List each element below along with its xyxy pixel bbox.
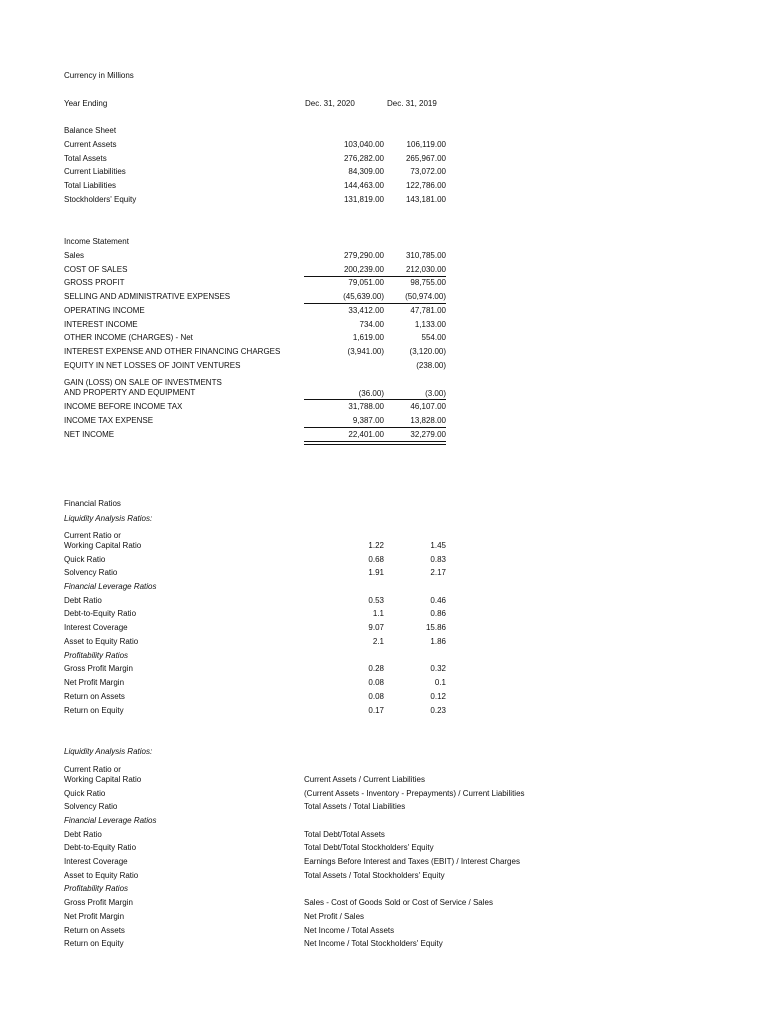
column-header-2020: Dec. 31, 2020 — [305, 99, 355, 108]
formula-text: Sales - Cost of Goods Sold or Cost of Service / Sales — [304, 898, 493, 907]
ratio-value-2019: 0.32 — [430, 664, 446, 673]
subtotal-rule — [304, 303, 446, 304]
total-double-rule — [304, 441, 446, 445]
formula-label: Net Profit Margin — [64, 912, 125, 921]
balance-sheet-value-2019: 143,181.00 — [405, 195, 446, 204]
income-row-label: SELLING AND ADMINISTRATIVE EXPENSES — [64, 292, 231, 301]
formula-text: Total Assets / Total Liabilities — [304, 802, 406, 811]
income-value-2020: 79,051.00 — [348, 278, 384, 287]
income-value-2020: (3,941.00) — [347, 347, 384, 356]
net-income-value-2019: 32,279.00 — [410, 430, 446, 439]
formula-text: Net Income / Total Assets — [304, 926, 395, 935]
ratio-value-2020: 1.22 — [368, 541, 384, 550]
income-value-2020: 33,412.00 — [348, 306, 384, 315]
income-value-2019: 98,755.00 — [410, 278, 446, 287]
balance-sheet-value-2019: 73,072.00 — [410, 167, 446, 176]
profitability-section-label: Profitability Ratios — [64, 651, 129, 660]
financial-ratios-title: Financial Ratios — [64, 499, 121, 508]
balance-sheet-value-2019: 106,119.00 — [406, 140, 446, 149]
formula-label: Asset to Equity Ratio — [64, 871, 139, 880]
balance-sheet-value-2020: 131,819.00 — [343, 195, 384, 204]
column-header-2019: Dec. 31, 2019 — [387, 99, 437, 108]
ratio-value-2020: 0.17 — [368, 706, 384, 715]
formula-text: Current Assets / Current Liabilities — [304, 775, 425, 784]
balance-sheet-row-label: Total Liabilities — [64, 181, 117, 190]
ratio-value-2020: 1.1 — [372, 609, 384, 618]
formula-label: Debt Ratio — [64, 830, 102, 839]
formula-label: Return on Assets — [64, 926, 125, 935]
ratio-value-2020: 0.53 — [368, 596, 384, 605]
subtotal-rule — [304, 427, 446, 428]
formula-text: Net Profit / Sales — [304, 912, 365, 921]
formula-label: Current Ratio or — [64, 765, 121, 774]
income-value-2019: 310,785.00 — [405, 251, 446, 260]
formula-text: Total Debt/Total Stockholders' Equity — [304, 843, 434, 852]
formula-label: Solvency Ratio — [64, 802, 118, 811]
income-value-2020: 1,619.00 — [352, 333, 384, 342]
income-value-2020: 734.00 — [359, 320, 384, 329]
liquidity-section-label: Liquidity Analysis Ratios: — [64, 514, 153, 523]
ratio-value-2019: 1.45 — [430, 541, 446, 550]
balance-sheet-value-2020: 144,463.00 — [343, 181, 384, 190]
formula-text: (Current Assets - Inventory - Prepayments) / Current Liabilities — [304, 789, 525, 798]
formula-text: Total Debt/Total Assets — [304, 830, 385, 839]
income-value-2020: (45,639.00) — [343, 292, 384, 301]
ratio-label: Debt Ratio — [64, 596, 102, 605]
income-row-label: INCOME BEFORE INCOME TAX — [64, 402, 183, 411]
net-income-value-2020: 22,401.00 — [348, 430, 384, 439]
ratio-label: Debt-to-Equity Ratio — [64, 609, 137, 618]
ratio-label: Quick Ratio — [64, 555, 106, 564]
income-value-2019: 47,781.00 — [410, 306, 446, 315]
ratio-value-2019: 0.1 — [434, 678, 446, 687]
year-ending-label: Year Ending — [64, 99, 108, 108]
income-value-2019: 212,030.00 — [405, 265, 446, 274]
ratio-label: Return on Equity — [64, 706, 124, 715]
ratio-label: Solvency Ratio — [64, 568, 118, 577]
ratio-value-2019: 0.23 — [430, 706, 446, 715]
income-value-2020: 9,387.00 — [352, 416, 384, 425]
ratio-label-continued: Working Capital Ratio — [64, 541, 142, 550]
ratio-value-2020: 0.68 — [368, 555, 384, 564]
income-value-2019: (3.00) — [425, 389, 446, 398]
income-value-2019: (238.00) — [416, 361, 446, 370]
ratio-value-2020: 2.1 — [372, 637, 384, 646]
balance-sheet-value-2019: 265,967.00 — [405, 154, 446, 163]
income-row-label-continued: AND PROPERTY AND EQUIPMENT — [64, 388, 196, 397]
balance-sheet-value-2020: 84,309.00 — [348, 167, 384, 176]
formula-liquidity-section-label: Liquidity Analysis Ratios: — [64, 747, 153, 756]
ratio-value-2019: 0.83 — [430, 555, 446, 564]
income-row-label: Sales — [64, 251, 85, 260]
formula-label: Debt-to-Equity Ratio — [64, 843, 137, 852]
balance-sheet-value-2020: 103,040.00 — [343, 140, 384, 149]
income-value-2019: 554.00 — [421, 333, 446, 342]
currency-note: Currency in Millions — [64, 71, 134, 80]
formula-profitability-section-label: Profitability Ratios — [64, 884, 129, 893]
ratio-label: Return on Assets — [64, 692, 125, 701]
balance-sheet-row-label: Current Assets — [64, 140, 117, 149]
income-value-2020: (36.00) — [358, 389, 384, 398]
ratio-label: Interest Coverage — [64, 623, 128, 632]
formula-label: Gross Profit Margin — [64, 898, 133, 907]
formula-label: Quick Ratio — [64, 789, 106, 798]
ratio-value-2019: 0.12 — [430, 692, 446, 701]
income-value-2019: (3,120.00) — [409, 347, 446, 356]
income-row-label: OTHER INCOME (CHARGES) - Net — [64, 333, 193, 342]
income-row-label: INTEREST EXPENSE AND OTHER FINANCING CHARGES — [64, 347, 281, 356]
income-row-label: EQUITY IN NET LOSSES OF JOINT VENTURES — [64, 361, 241, 370]
balance-sheet-row-label: Stockholders' Equity — [64, 195, 137, 204]
balance-sheet-row-label: Current Liabilities — [64, 167, 126, 176]
ratio-value-2019: 2.17 — [430, 568, 446, 577]
income-value-2020: 200,239.00 — [343, 265, 384, 274]
ratio-label: Gross Profit Margin — [64, 664, 133, 673]
formula-label: Interest Coverage — [64, 857, 128, 866]
ratio-value-2019: 1.86 — [430, 637, 446, 646]
income-value-2019: 46,107.00 — [410, 402, 446, 411]
subtotal-rule — [304, 399, 446, 400]
income-row-label: COST OF SALES — [64, 265, 128, 274]
formula-text: Net Income / Total Stockholders' Equity — [304, 939, 443, 948]
income-row-label: OPERATING INCOME — [64, 306, 145, 315]
formula-text: Earnings Before Interest and Taxes (EBIT) / Interest Charges — [304, 857, 520, 866]
leverage-section-label: Financial Leverage Ratios — [64, 582, 157, 591]
ratio-value-2019: 0.46 — [430, 596, 446, 605]
ratio-label: Net Profit Margin — [64, 678, 125, 687]
income-row-label: INTEREST INCOME — [64, 320, 138, 329]
formula-leverage-section-label: Financial Leverage Ratios — [64, 816, 157, 825]
income-row-label: GAIN (LOSS) ON SALE OF INVESTMENTS — [64, 378, 222, 387]
subtotal-rule — [304, 276, 446, 277]
ratio-label: Asset to Equity Ratio — [64, 637, 139, 646]
net-income-label: NET INCOME — [64, 430, 115, 439]
ratio-value-2019: 0.86 — [430, 609, 446, 618]
income-value-2019: (50,974.00) — [405, 292, 446, 301]
balance-sheet-row-label: Total Assets — [64, 154, 107, 163]
income-value-2020: 31,788.00 — [348, 402, 384, 411]
ratio-value-2020: 0.28 — [368, 664, 384, 673]
ratio-label: Current Ratio or — [64, 531, 121, 540]
ratio-value-2020: 0.08 — [368, 692, 384, 701]
formula-text: Total Assets / Total Stockholders' Equity — [304, 871, 445, 880]
ratio-value-2020: 9.07 — [368, 623, 384, 632]
income-statement-title: Income Statement — [64, 237, 129, 246]
balance-sheet-value-2019: 122,786.00 — [405, 181, 446, 190]
income-row-label: INCOME TAX EXPENSE — [64, 416, 154, 425]
income-value-2019: 13,828.00 — [410, 416, 446, 425]
ratio-value-2020: 1.91 — [368, 568, 384, 577]
balance-sheet-value-2020: 276,282.00 — [343, 154, 384, 163]
formula-label-continued: Working Capital Ratio — [64, 775, 142, 784]
income-value-2020: 279,290.00 — [343, 251, 384, 260]
ratio-value-2020: 0.08 — [368, 678, 384, 687]
ratio-value-2019: 15.86 — [425, 623, 446, 632]
balance-sheet-title: Balance Sheet — [64, 126, 117, 135]
formula-label: Return on Equity — [64, 939, 124, 948]
income-value-2019: 1,133.00 — [414, 320, 446, 329]
income-row-label: GROSS PROFIT — [64, 278, 125, 287]
